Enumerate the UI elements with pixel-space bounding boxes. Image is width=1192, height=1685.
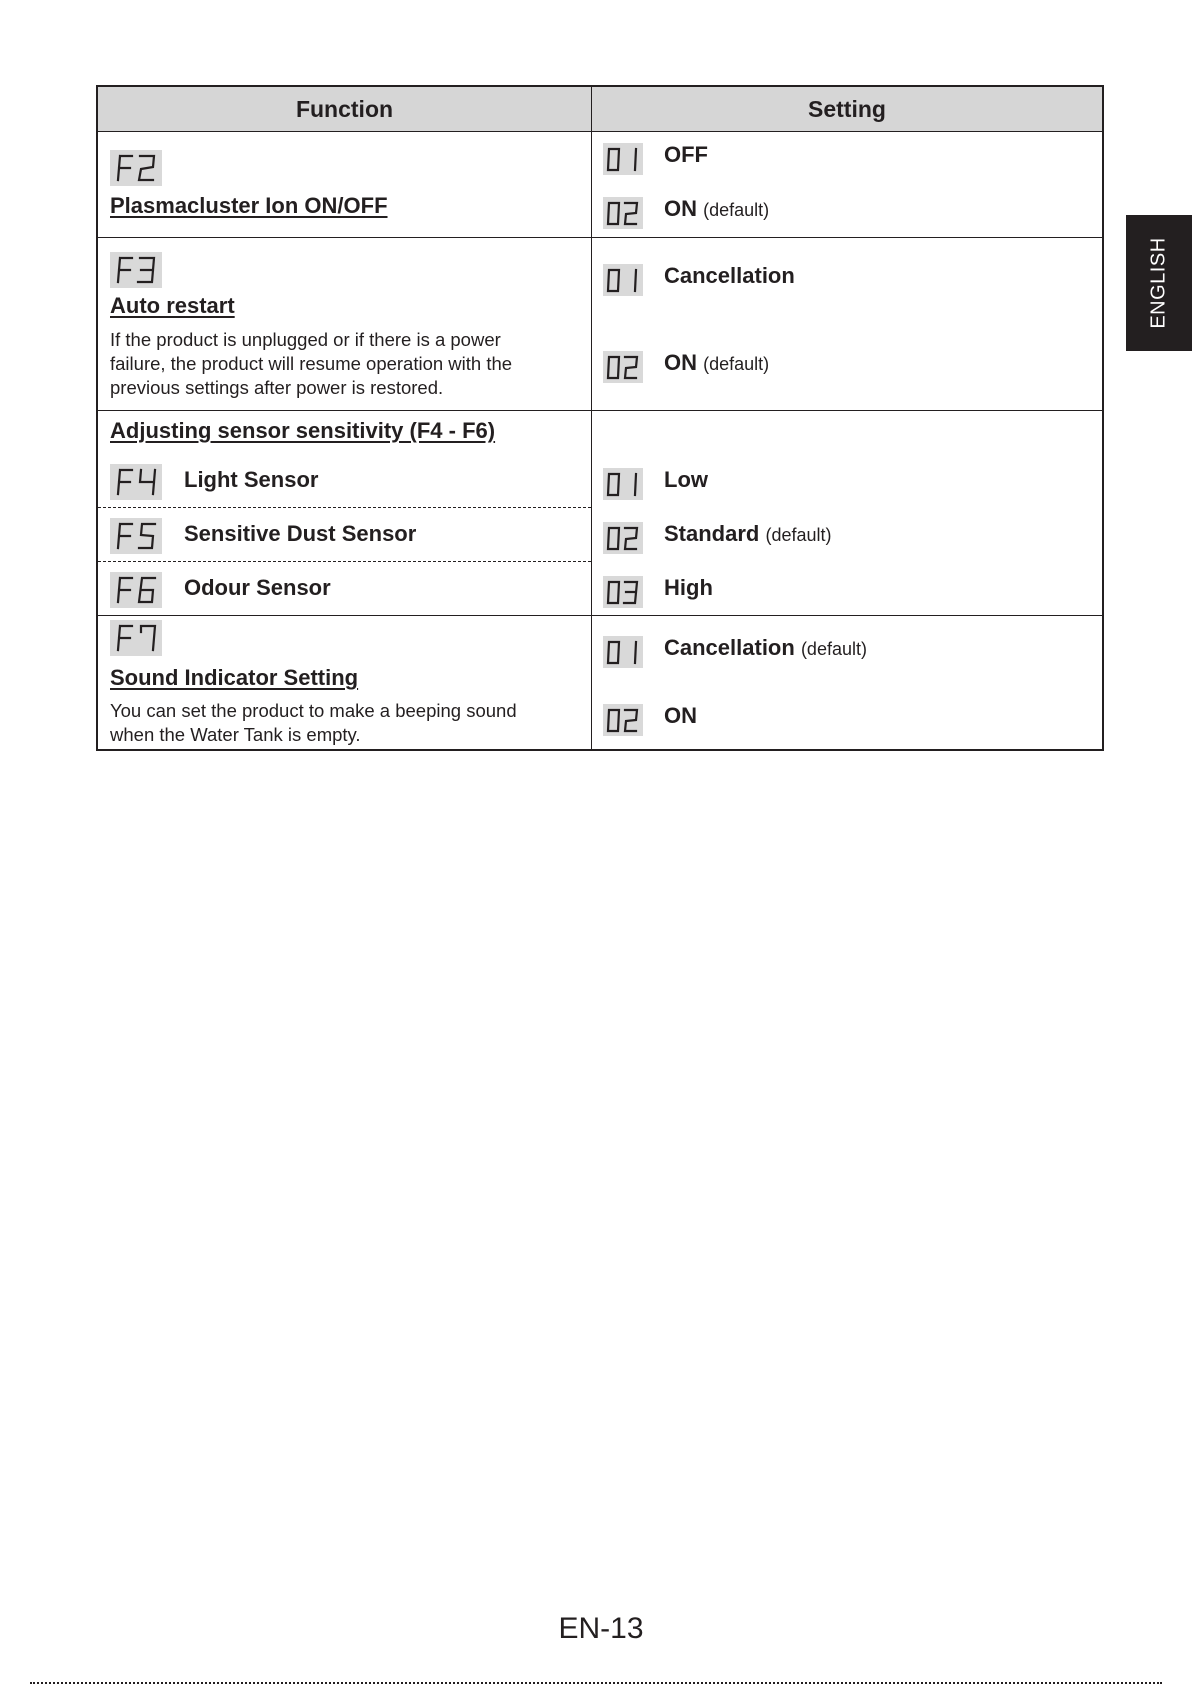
sensor-setting-high: High — [664, 575, 713, 600]
row-divider — [98, 410, 1102, 411]
f3-setting-01-label: Cancellation — [664, 263, 795, 288]
default-note: (default) — [703, 354, 770, 374]
language-side-tab — [1126, 215, 1192, 351]
default-note: (default) — [765, 525, 832, 545]
dust-sensor-label: Sensitive Dust Sensor — [184, 521, 417, 546]
default-note: (default) — [703, 200, 770, 220]
segment-display-f5 — [110, 518, 162, 554]
segment-display-01 — [603, 636, 643, 668]
f3-description: If the product is unplugged or if there is a power failure, the product will resume operation with the previous settings after power is restored. — [110, 329, 513, 398]
setting-label: ON — [664, 196, 697, 221]
segment-display-f4 — [110, 464, 162, 500]
segment-display-01 — [603, 264, 643, 296]
f3-title: Auto restart — [110, 293, 235, 318]
sensor-setting-standard — [664, 521, 832, 547]
f7-setting-02-label: ON — [664, 703, 697, 728]
setting-column-header: Setting — [808, 96, 886, 122]
segment-display-f3 — [110, 252, 162, 288]
page-number: EN-13 — [558, 1612, 644, 1645]
segment-display-02 — [603, 704, 643, 736]
f7-title: Sound Indicator Setting — [110, 665, 359, 690]
f7-setting-01-label — [664, 635, 867, 661]
sensor-setting-low: Low — [664, 467, 708, 492]
f7-description: You can set the product to make a beeping sound when the Water Tank is empty. — [110, 700, 517, 745]
bottom-rule — [30, 1682, 1162, 1684]
setting-label: ON — [664, 350, 697, 375]
segment-display-02 — [603, 522, 643, 554]
odour-sensor-label: Odour Sensor — [184, 575, 331, 600]
f3-setting-02-label — [664, 350, 769, 376]
segment-display-f7 — [110, 620, 162, 656]
function-settings-table — [96, 85, 1104, 751]
default-note: (default) — [800, 639, 867, 659]
f2-title: Plasmacluster Ion ON/OFF — [110, 193, 388, 218]
dashed-divider — [98, 507, 591, 508]
setting-label: Standard — [664, 521, 760, 546]
f2-setting-02-label — [664, 196, 769, 222]
row-divider — [98, 237, 1102, 238]
sensor-sensitivity-title: Adjusting sensor sensitivity (F4 - F6) — [110, 418, 496, 443]
segment-display-03 — [603, 576, 643, 608]
column-divider — [591, 87, 592, 749]
segment-display-f6 — [110, 572, 162, 608]
setting-label: Cancellation — [664, 635, 795, 660]
segment-display-01 — [603, 468, 643, 500]
f2-setting-01-label: OFF — [664, 142, 708, 167]
segment-display-02 — [603, 197, 643, 229]
segment-display-f2 — [110, 150, 162, 186]
function-column-header: Function — [295, 96, 394, 122]
segment-display-02 — [603, 351, 643, 383]
light-sensor-label: Light Sensor — [184, 467, 319, 492]
language-label: ENGLISH — [1147, 237, 1170, 329]
row-divider — [98, 131, 1102, 132]
dashed-divider — [98, 561, 591, 562]
row-divider — [98, 615, 1102, 616]
segment-display-01 — [603, 143, 643, 175]
